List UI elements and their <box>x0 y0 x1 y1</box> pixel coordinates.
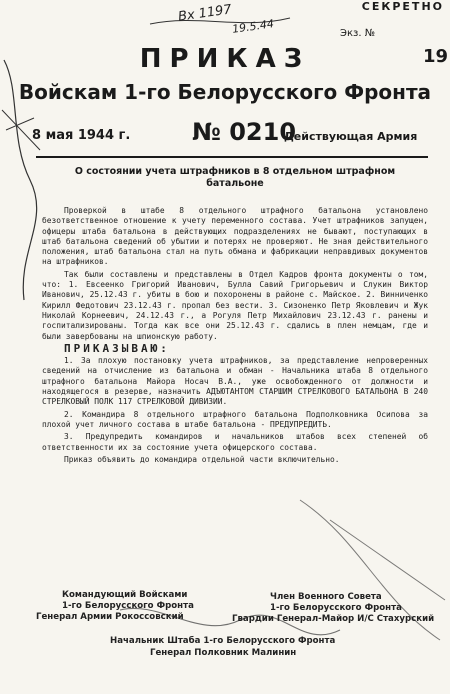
secret-label: СЕКРЕТНО <box>361 0 444 13</box>
order-subject: О состоянии учета штрафников в 8 отдельном штрафном батальоне <box>74 166 396 189</box>
council-title-line-2: 1-го Белорусского Фронта <box>270 603 402 613</box>
army-label: Действующая Армия <box>284 130 418 143</box>
incoming-stamp-handwriting: Вх 1197 <box>177 2 233 25</box>
order-date: 8 мая 1944 г. <box>32 128 131 143</box>
chief-of-staff-name: Генерал Полковник Малинин <box>150 648 297 658</box>
body-paragraph-2: Так были составлены и представлены в Отдел Кадров фронта документы о том, что: 1. Евсеенко Григорий Иванович, Булла Савий Григорьевич и Слукин Виктор Иванович, 25.12.43 г. убиты в бою и похоронены в районе с. Майское. 2. Винниченко Кирилл Федотович 23.12.43 г. пропал без вести. 3. Сизоненко Петр Яковлевич и Жук Николай Корнеевич, 24.12.43 г., а Рогуля Петр Михайлович 23.12.43 г. ранены и госпитализированы. Тогда как все они 25.12.43 г. сдались в плен немцам, где и были завербованы на шпионскую работу. <box>42 269 428 341</box>
commander-name: Генерал Армии Рокоссовский <box>36 612 184 622</box>
order-number: № 0210 <box>192 118 297 146</box>
corner-number: 19 <box>422 46 448 67</box>
order-word: ПРИКАЗЫВАЮ: <box>64 341 170 355</box>
body-paragraph-1: Проверкой в штабе 8 отдельного штрафного батальона установлено безответственное отношение к учету переменного состава. Учет штрафников запущен, офицеры штаба батальона в действующих подразделениях не бывают, поступающих в штаб батальона сведений об убытии и потерях не проверяют. Не зная действительного положения, штаб батальона стал на путь обмана и фабрикации неправдивых документов на штрафников. <box>42 206 428 267</box>
order-point-4: Приказ объявить до командира отдельной части включительно. <box>64 454 340 464</box>
header-divider <box>36 156 428 158</box>
council-name: Гвардии Генерал-Майор И/С Стахурский <box>232 614 435 624</box>
commander-title-line-1: Командующий Войсками <box>62 590 188 600</box>
handwritten-date: 19.5.44 <box>231 17 275 36</box>
document-title: ПРИКАЗ <box>139 44 311 74</box>
document-subtitle: Войскам 1-го Белорусского Фронта <box>18 80 432 104</box>
order-point-2: 2. Командира 8 отдельного штрафного батальона Подполковника Осипова за плохой учет личного состава в штабе батальона - ПРЕДУПРЕДИТЬ. <box>42 409 428 429</box>
order-point-3: 3. Предупредить командиров и начальников штабов всех степеней об ответственности их за состояние учета офицерского состава. <box>42 432 428 452</box>
council-title-line-1: Член Военного Совета <box>270 592 382 602</box>
copy-number-label: Экз. № <box>340 28 376 39</box>
order-point-1: 1. За плохую постановку учета штрафников, за представление непроверенных сведений на отчисление из батальона и обман - Начальника штаба 8 отдельного штрафного батальона Майора Носач В.А., уже освобожденного от должности и находящегося в резерве, назначить АДЪЮТАНТОМ СТАРШИМ СТРЕЛКОВОГО БАТАЛЬОНА В 240 СТРЕЛКОВЫЙ ПОЛК 117 СТРЕЛКОВОЙ ДИВИЗИИ. <box>42 356 428 407</box>
commander-title-line-2: 1-го Белорусского Фронта <box>62 601 194 611</box>
chief-of-staff-title: Начальник Штаба 1-го Белорусского Фронта <box>110 636 336 646</box>
order-body <box>42 206 428 467</box>
